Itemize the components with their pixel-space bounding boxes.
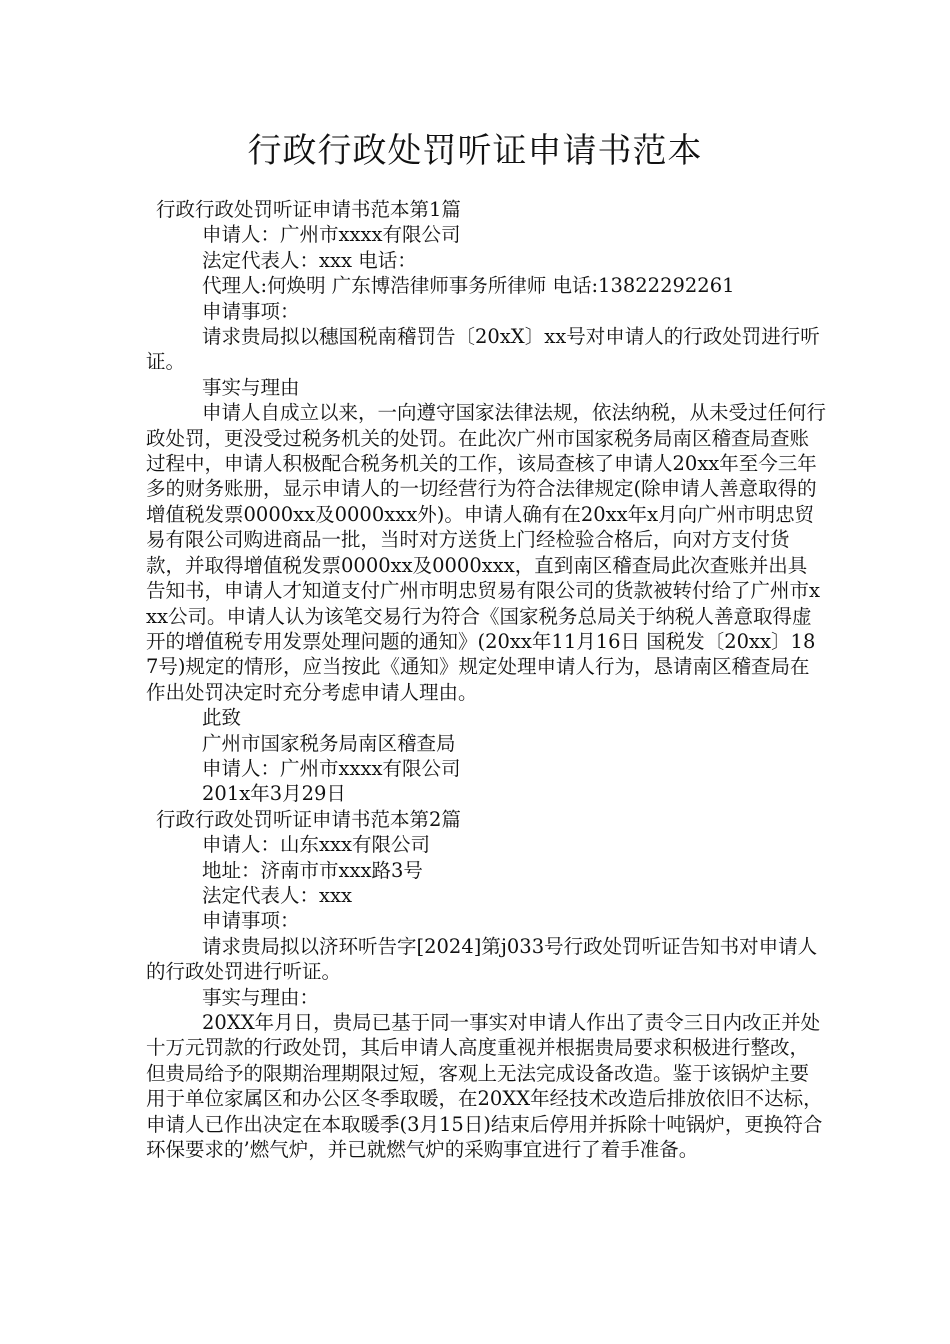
paragraph: 申请人自成立以来，一向遵守国家法律法规，依法纳税，从未受过任何行政处罚，更没受过税务机关的处罚。在此次广州市国家税务局南区稽查局查账过程中，申请人积极配合税务机关的工作，该局查核了申请人20xx年至今三年多的财务账册，显示申请人的一切经营行为符合法律规定(除申请人善意取得的增值税发票0000xx及0000xxx外)。申请人确有在20xx年x月向广州市明忠贸易有限公司购进商品一批，当时对方送货上门经检验合格后，向对方支付货款，并取得增值税发票0000xx及0000xxx，直到南区稽查局此次查账并出具告知书，申请人才知道支付广州市明忠贸易有限公司的货款被转付给了广州市xxx公司。申请人认为该笔交易行为符合《国家税务总局关于纳税人善意取得虚开的增值税专用发票处理问题的通知》(20xx年11月16日 国税发〔20xx〕187号)规定的情形，应当按此《通知》规定处理申请人行为，恳请南区稽查局在作出处罚决定时充分考虑申请人理由。 [146, 401, 827, 704]
section-heading: 行政行政处罚听证申请书范本第1篇 [156, 198, 461, 221]
paragraph: 事实与理由： [202, 985, 320, 1009]
paragraph: 申请事项： [202, 909, 300, 933]
paragraph: 法定代表人：xxx 电话： [202, 248, 417, 272]
section-heading: 行政行政处罚听证申请书范本第2篇 [156, 807, 461, 831]
paragraph: 申请人：山东xxx有限公司 [202, 833, 430, 857]
paragraph: 201x年3月29日 [202, 782, 346, 806]
paragraph: 此致 [202, 706, 242, 730]
paragraph: 事实与理由 [202, 375, 300, 399]
paragraph: 地址：济南市市xxx路3号 [202, 858, 423, 882]
paragraph: 广州市国家税务局南区稽查局 [202, 731, 456, 755]
paragraph: 请求贵局拟以济环听告字[2024]第j033号行政处罚听证告知书对申请人的行政处罚进行听证。 [146, 934, 818, 984]
paragraph: 申请人：广州市xxxx有限公司 [202, 223, 461, 247]
paragraph: 申请事项： [202, 299, 300, 323]
paragraph: 代理人:何焕明 广东博浩律师事务所律师 电话:13822292261 [202, 274, 735, 298]
document-body [146, 197, 826, 1162]
document-title: 行政行政处罚听证申请书范本 [247, 131, 703, 171]
paragraph: 20XX年月日，贵局已基于同一事实对申请人作出了责令三日内改正并处十万元罚款的行政处罚，其后申请人高度重视并根据贵局要求积极进行整改，但贵局给予的限期治理期限过短，客观上无法完成设备改造。鉴于该锅炉主要用于单位家属区和办公区冬季取暖，在20XX年经技术改造后排放依旧不达标，申请人已作出决定在本取暖季(3月15日)结束后停用并拆除十吨锅炉，更换符合环保要求的’燃气炉，并已就燃气炉的采购事宜进行了着手准备。 [146, 1011, 823, 1162]
paragraph: 申请人：广州市xxxx有限公司 [202, 756, 461, 780]
paragraph: 法定代表人：xxx [202, 883, 352, 907]
paragraph: 请求贵局拟以穗国税南稽罚告〔20xX〕xx号对申请人的行政处罚进行听证。 [146, 325, 820, 374]
